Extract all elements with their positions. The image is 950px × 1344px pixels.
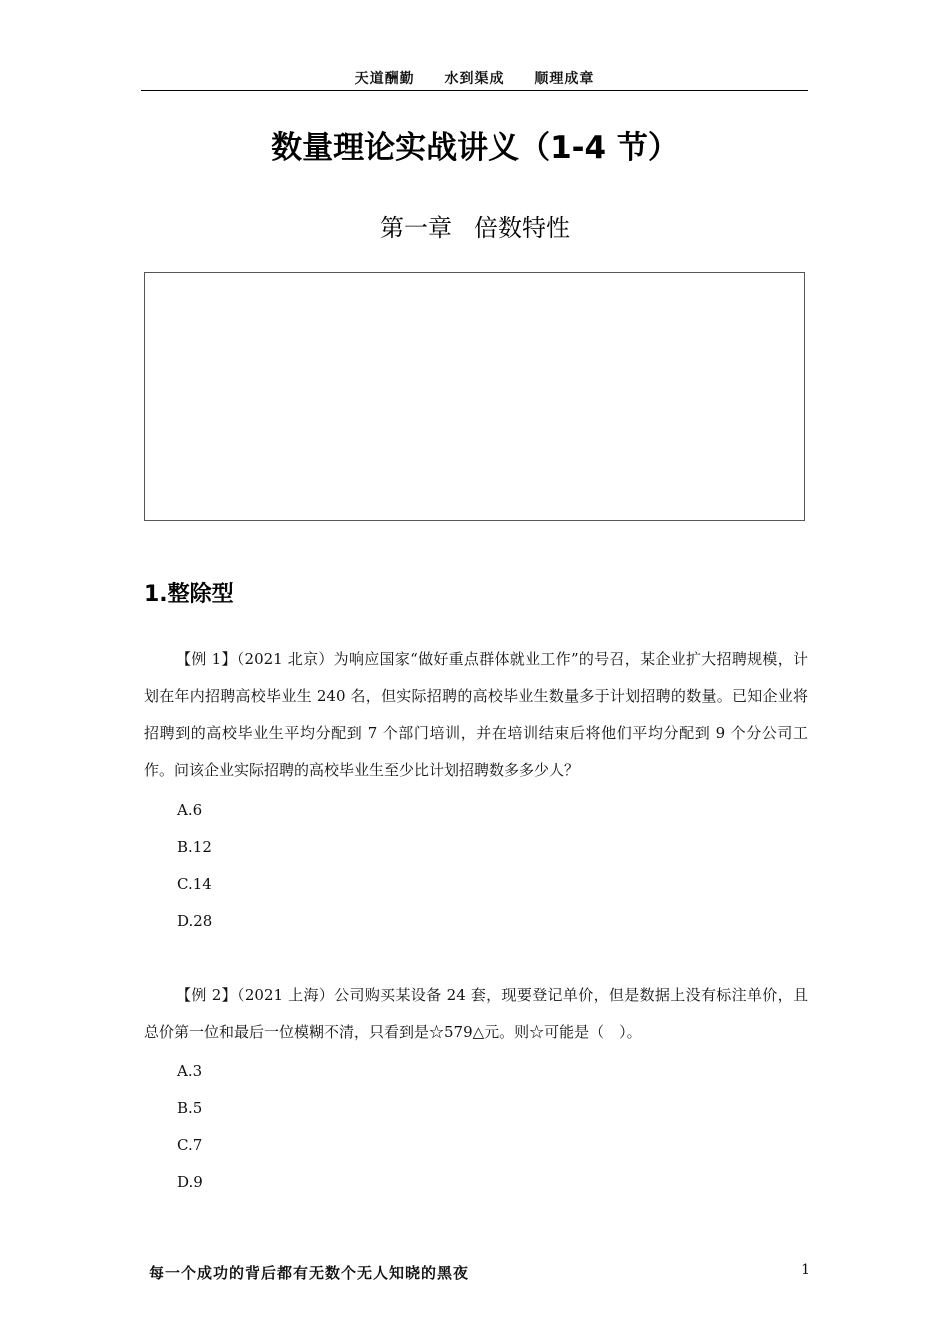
- header-motto-3: 顺理成章: [534, 71, 595, 87]
- question-1-option-b: B.12: [177, 838, 212, 856]
- header-motto-2: 水到渠成: [444, 71, 505, 87]
- question-1-option-a: A.6: [177, 801, 203, 819]
- page-number: 1: [801, 1262, 810, 1278]
- chapter-label: 第一章: [380, 214, 452, 242]
- header-motto: [141, 68, 808, 88]
- header-motto-1: 天道酬勤: [354, 71, 415, 87]
- question-1-text: 【例 1】（2021 北京）为响应国家“做好重点群体就业工作”的号召，某企业扩大招聘规模，计划在年内招聘高校毕业生 240 名，但实际招聘的高校毕业生数量多于计划招聘的数量。已知企业将招聘到的高校毕业生平均分配到 7 个部门培训，并在培训结束后将他们平均分配到 9 个分公司工作。问该企业实际招聘的高校毕业生至少比计划招聘数多多少人？: [144, 650, 808, 779]
- question-2-option-a: A.3: [177, 1062, 203, 1080]
- chapter-name: 倍数特性: [474, 214, 570, 242]
- question-2-option-c: C.7: [177, 1136, 203, 1154]
- question-1-option-c: C.14: [177, 875, 212, 893]
- section-heading: 1.整除型: [144, 582, 234, 607]
- question-2-text: 【例 2】（2021 上海）公司购买某设备 24 套，现要登记单价，但是数据上没有标注单价，且总价第一位和最后一位模糊不清，只看到是☆579△元。则☆可能是（ ）。: [144, 986, 808, 1041]
- question-1-option-d: D.28: [177, 912, 213, 930]
- blank-note-box: [144, 272, 805, 521]
- question-2-option-b: B.5: [177, 1099, 203, 1117]
- document-title: 数量理论实战讲义（1-4 节）: [271, 130, 679, 166]
- header-divider: [141, 90, 808, 91]
- footer-motto: 每一个成功的背后都有无数个无人知晓的黑夜: [149, 1264, 470, 1282]
- chapter-title: [0, 208, 950, 243]
- question-2-option-d: D.9: [177, 1173, 203, 1191]
